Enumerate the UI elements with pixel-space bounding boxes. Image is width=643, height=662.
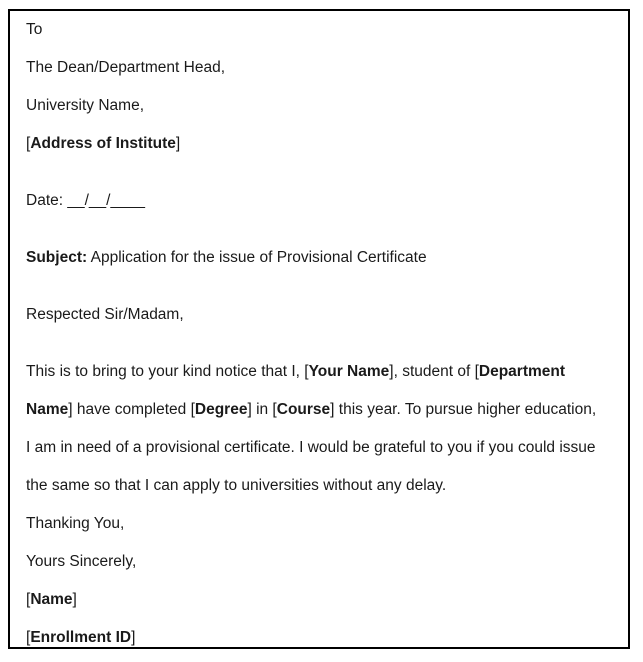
signature-name-line: [Name] [26,591,77,608]
subject-line [26,248,427,268]
degree-placeholder: Degree [194,401,248,418]
university-line [26,96,144,116]
body-text: I am in need of a provisional certificate. I would be grateful to you if you could issue [26,439,596,456]
date-value: __/__/____ [67,192,145,209]
to-line [26,20,42,40]
your-name-placeholder: Your Name [308,363,390,380]
address-line: [Address of Institute] [26,135,181,152]
salutation-line [26,305,184,325]
date-line [26,191,145,211]
body-text: This is to bring to your kind notice that I, [ [26,363,309,380]
to-text: To [26,21,43,38]
address-placeholder: Address of Institute [30,135,176,152]
department-placeholder: Department [478,363,566,380]
sincerely-text: Yours Sincerely, [26,553,137,570]
body-line-2 [26,400,596,420]
sincerely-line [26,552,136,572]
addressee-text: The Dean/Department Head, [26,59,226,76]
body-text: ], student of [ [389,363,479,380]
body-line-3 [26,438,596,458]
body-text: ] this year. To pursue higher education, [330,401,597,418]
body-text: ] in [ [247,401,277,418]
enrollment-line: [Enrollment ID] [26,629,136,646]
thanks-text: Thanking You, [26,515,125,532]
body-text: ] have completed [ [68,401,195,418]
university-text: University Name, [26,97,144,114]
body-line-4 [26,476,446,496]
letter-frame [8,9,630,649]
course-placeholder: Course [276,401,331,418]
body-line-1 [26,362,565,382]
name-placeholder: Name [30,591,73,608]
subject-label: Subject: [26,249,88,266]
thanks-line [26,514,124,534]
salutation-text: Respected Sir/Madam, [26,306,184,323]
date-label: Date: [26,192,64,209]
subject-text: Application for the issue of Provisional Certificate [90,249,427,266]
enrollment-placeholder: Enrollment ID [30,629,132,646]
department-name-placeholder: Name [26,401,69,418]
body-text: the same so that I can apply to universities without any delay. [26,477,447,494]
addressee-line [26,58,225,78]
